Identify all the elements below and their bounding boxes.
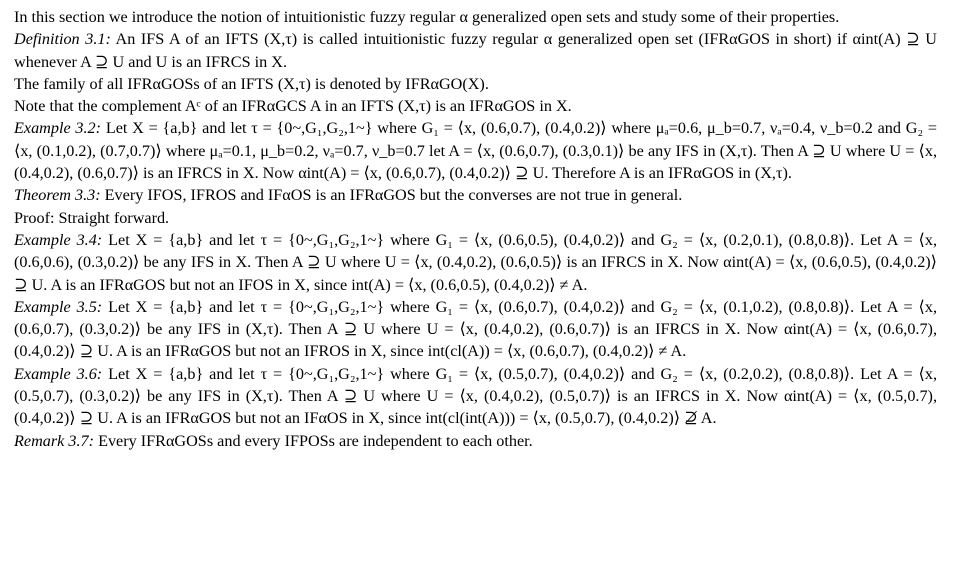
paragraph-heading: Definition 3.1: — [14, 30, 111, 49]
paragraph-text: Every IFOS, IFROS and IFαOS is an IFRαGOS but the converses are not true in general. — [100, 186, 683, 205]
paragraph-heading: Example 3.2: — [14, 119, 102, 138]
paragraph-heading: Example 3.6: — [14, 364, 103, 383]
paragraph-text: Note that the complement Aᶜ of an IFRαGCS A in an IFTS (X,τ) is an IFRαGOS in X. — [14, 97, 572, 116]
theorem-3-3 — [14, 184, 937, 206]
paragraph-text: Let X = {a,b} and let τ = {0~,G₁,G₂,1~} where G₁ = ⟨x, (0.6,0.7), (0.4,0.2)⟩ and G₂ = ⟨x, (0.1,0.2), (0.8,0.8)⟩. Let A = ⟨x, (0.6,0.7), (0.3,0.2)⟩ be any IFS in (X,τ). Then A ⊇ U where U = ⟨x, (0.4,0.2), (0.6,0.7)⟩ is an IFRCS in X. Now αint(A) = ⟨x, (0.6,0.7), (0.4,0.2)⟩ ⊇ U. A is an IFRαGOS but not an IFROS in X, since int(cl(A)) = ⟨x, (0.6,0.7), (0.4,0.2)⟩ ≠ A. — [14, 297, 937, 361]
paragraph-heading: Example 3.5: — [14, 297, 103, 316]
paragraph-text: Let X = {a,b} and let τ = {0~,G₁,G₂,1~} where G₁ = ⟨x, (0.6,0.5), (0.4,0.2)⟩ and G₂ = ⟨x, (0.2,0.1), (0.8,0.8)⟩. Let A = ⟨x, (0.6,0.6), (0.3,0.2)⟩ be any IFS in X. Then A ⊇ U where U = ⟨x, (0.4,0.2), (0.6,0.5)⟩ is an IFRCS in X. Now αint(A) = ⟨x, (0.6,0.5), (0.4,0.2)⟩ ⊇ U. A is an IFRαGOS but not an IFOS in X, since int(A) = ⟨x, (0.6,0.5), (0.4,0.2)⟩ ≠ A. — [14, 230, 937, 294]
family-note — [14, 73, 937, 95]
paragraph-text: An IFS A of an IFTS (X,τ) is called intuitionistic fuzzy regular α generalized open set (IFRαGOS in short) if αint(A) ⊇ U whenever A ⊇ U and U is an IFRCS in X. — [14, 30, 937, 71]
definition-3-1 — [14, 28, 937, 73]
paragraph-heading: Remark 3.7: — [14, 431, 95, 450]
paragraph-text: The family of all IFRαGOSs of an IFTS (X,τ) is denoted by IFRαGO(X). — [14, 74, 489, 93]
example-3-5 — [14, 296, 937, 363]
paragraph-text: Proof: Straight forward. — [14, 208, 170, 227]
example-3-6 — [14, 363, 937, 430]
intro-paragraph — [14, 6, 937, 28]
complement-note — [14, 95, 937, 117]
paragraph-text: Let X = {a,b} and let τ = {0~,G₁,G₂,1~} where G₁ = ⟨x, (0.6,0.7), (0.4,0.2)⟩ where μₐ=0.6, μ_b=0.7, νₐ=0.4, ν_b=0.2 and G₂ = ⟨x, (0.1,0.2), (0.7,0.7)⟩ where μₐ=0.1, μ_b=0.2, νₐ=0.7, ν_b=0.7 let A = ⟨x, (0.6,0.7), (0.3,0.1)⟩ be any IFS in (X,τ). Then A ⊇ U where U = ⟨x, (0.4,0.2), (0.6,0.7)⟩ is an IFRCS in X. Now αint(A) = ⟨x, (0.6,0.7), (0.4,0.2)⟩ ⊇ U. Therefore A is an IFRαGOS in (X,τ). — [14, 119, 938, 183]
paragraph-text: Let X = {a,b} and let τ = {0~,G₁,G₂,1~} where G₁ = ⟨x, (0.5,0.7), (0.4,0.2)⟩ and G₂ = ⟨x, (0.2,0.2), (0.8,0.8)⟩. Let A = ⟨x, (0.5,0.7), (0.3,0.2)⟩ be any IFS in (X,τ). Then A ⊇ U where U = ⟨x, (0.4,0.2), (0.5,0.7)⟩ is an IFRCS in X. Now αint(A) = ⟨x, (0.5,0.7), (0.4,0.2)⟩ ⊇ U. A is an IFRαGOS but not an IFαOS in X, since int(cl(int(A))) = ⟨x, (0.5,0.7), (0.4,0.2)⟩ ⊉ A. — [14, 364, 937, 428]
example-3-2 — [14, 117, 937, 184]
paragraph-heading: Theorem 3.3: — [14, 186, 101, 205]
proof-line — [14, 207, 937, 229]
paragraph-heading: Example 3.4: — [14, 230, 103, 249]
remark-3-7 — [14, 430, 937, 452]
paragraph-text: In this section we introduce the notion of intuitionistic fuzzy regular α generalized open sets and study some of their properties. — [14, 8, 840, 26]
paragraph-text: Every IFRαGOSs and every IFPOSs are independent to each other. — [94, 431, 533, 450]
example-3-4 — [14, 229, 937, 296]
